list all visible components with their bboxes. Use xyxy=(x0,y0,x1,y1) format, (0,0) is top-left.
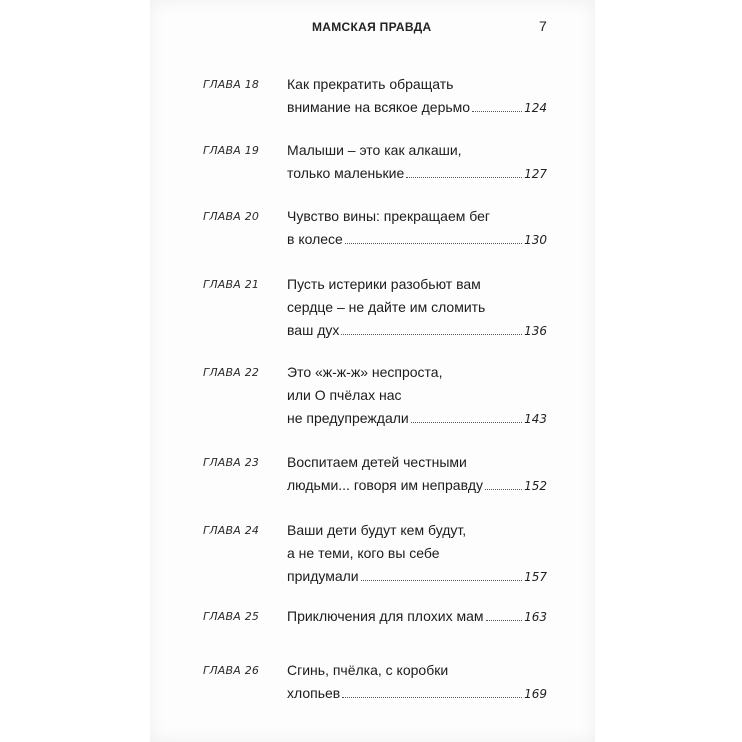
chapter-title-line: а не теми, кого вы себе xyxy=(287,545,440,561)
chapter-label: ГЛАВА 25 xyxy=(203,610,260,623)
chapter-title-last-line xyxy=(287,231,547,247)
chapter-label: ГЛАВА 23 xyxy=(203,456,260,469)
chapter-label: ГЛАВА 20 xyxy=(203,210,260,223)
chapter-title-text: Приключения для плохих мам xyxy=(287,608,484,624)
chapter-title-text: хлопьев xyxy=(287,685,341,701)
chapter-title-line: Ваши дети будут кем будут, xyxy=(287,522,467,538)
chapter-title-text: в колесе xyxy=(287,231,343,247)
chapter-title-line: Малыши – это как алкаши, xyxy=(287,142,462,158)
dot-leader xyxy=(406,176,522,178)
chapter-title-last-line xyxy=(287,477,547,493)
chapter-title-line: Пусть истерики разобьют вам xyxy=(287,276,481,292)
chapter-title-last-line xyxy=(287,165,547,181)
chapter-page-number: 127 xyxy=(524,167,547,181)
chapter-label: ГЛАВА 24 xyxy=(203,524,260,537)
dot-leader xyxy=(486,619,523,621)
chapter-label: ГЛАВА 26 xyxy=(203,664,260,677)
chapter-page-number: 169 xyxy=(524,687,547,701)
chapter-label: ГЛАВА 19 xyxy=(203,144,260,157)
chapter-title-last-line xyxy=(287,685,547,701)
chapter-title-text: ваш дух xyxy=(287,322,340,338)
chapter-page-number: 130 xyxy=(524,233,547,247)
chapter-title-line: сердце – не дайте им сломить xyxy=(287,299,486,315)
dot-leader xyxy=(361,579,522,581)
chapter-title-text: людьми... говоря им неправду xyxy=(287,477,484,493)
chapter-title-line: Как прекратить обращать xyxy=(287,76,454,92)
chapter-title-line: Сгинь, пчёлка, с коробки xyxy=(287,662,449,678)
dot-leader xyxy=(341,333,522,335)
dot-leader xyxy=(411,421,522,423)
chapter-label: ГЛАВА 18 xyxy=(203,78,260,91)
chapter-title-line: Воспитаем детей честными xyxy=(287,454,467,470)
running-header: МАМСКАЯ ПРАВДА xyxy=(312,20,432,34)
chapter-title-last-line xyxy=(287,608,547,624)
chapter-page-number: 124 xyxy=(524,101,547,115)
chapter-title-last-line xyxy=(287,322,547,338)
chapter-label: ГЛАВА 21 xyxy=(203,278,260,291)
chapter-page-number: 136 xyxy=(524,324,547,338)
chapter-title-line: Чувство вины: прекращаем бег xyxy=(287,208,491,224)
chapter-title-text: придумали xyxy=(287,568,359,584)
chapter-page-number: 157 xyxy=(524,570,547,584)
chapter-title-last-line xyxy=(287,99,547,115)
page-number: 7 xyxy=(539,18,547,34)
chapter-title-line: или О пчёлах нас xyxy=(287,387,402,403)
chapter-page-number: 152 xyxy=(524,479,547,493)
dot-leader xyxy=(485,488,522,490)
chapter-title-text: не предупреждали xyxy=(287,410,409,426)
chapter-page-number: 143 xyxy=(524,412,547,426)
chapter-title-text: внимание на всякое дерьмо xyxy=(287,99,471,115)
dot-leader xyxy=(472,110,522,112)
dot-leader xyxy=(342,696,522,698)
chapter-title-line: Это «ж-ж-ж» неспроста, xyxy=(287,364,443,380)
chapter-label: ГЛАВА 22 xyxy=(203,366,260,379)
dot-leader xyxy=(345,242,522,244)
chapter-title-text: только маленькие xyxy=(287,165,405,181)
chapter-title-last-line xyxy=(287,568,547,584)
chapter-page-number: 163 xyxy=(524,610,547,624)
chapter-title-last-line xyxy=(287,410,547,426)
